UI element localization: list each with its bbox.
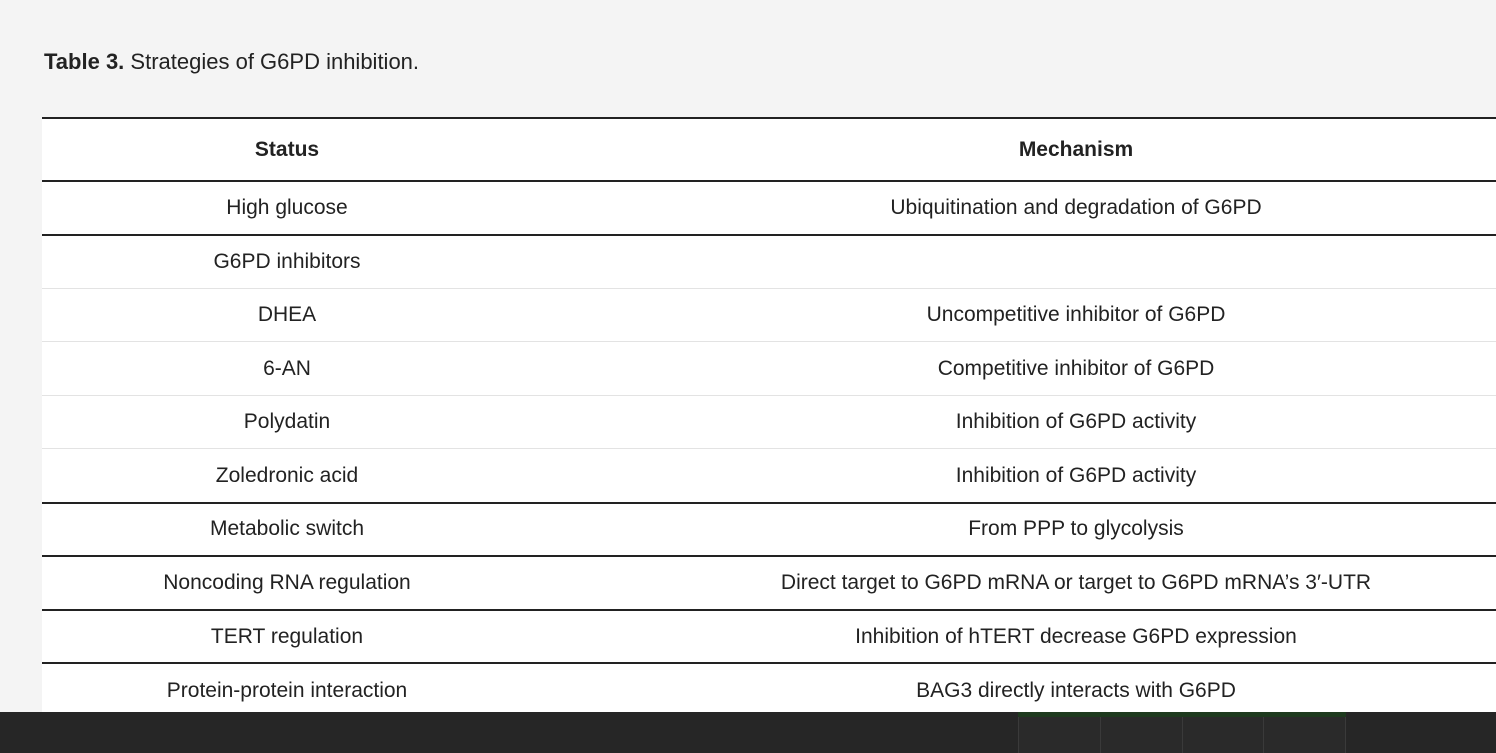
- status-cell: Protein-protein interaction: [166, 678, 408, 702]
- status-cell: G6PD inhibitors: [213, 249, 361, 273]
- mechanism-cell: Inhibition of G6PD activity: [955, 463, 1197, 487]
- table-row: [42, 663, 1496, 717]
- table-row: [42, 181, 1496, 235]
- mechanism-cell: [532, 235, 1496, 289]
- mechanism-cell: Inhibition of hTERT decrease G6PD expression: [855, 624, 1297, 648]
- caption-label: Table 3.: [44, 49, 125, 74]
- table-row: [42, 235, 1496, 289]
- status-cell: Polydatin: [243, 410, 331, 434]
- strategies-table: [42, 117, 1496, 717]
- header-status: Status: [254, 137, 320, 161]
- status-cell: Metabolic switch: [209, 517, 365, 541]
- mechanism-cell: Uncompetitive inhibitor of G6PD: [926, 302, 1226, 326]
- status-cell: Zoledronic acid: [215, 463, 359, 487]
- toolbar-segment[interactable]: [1182, 717, 1264, 753]
- toolbar-segment[interactable]: [1263, 717, 1346, 753]
- status-cell: Noncoding RNA regulation: [163, 570, 411, 594]
- table-row: [42, 503, 1496, 557]
- status-cell: DHEA: [257, 302, 317, 326]
- mechanism-cell: From PPP to glycolysis: [968, 517, 1184, 541]
- bottom-toolbar: [0, 712, 1496, 753]
- table-row: [42, 449, 1496, 503]
- mechanism-cell: Direct target to G6PD mRNA or target to G6PD mRNA’s 3′-UTR: [780, 570, 1372, 594]
- table-row: [42, 342, 1496, 396]
- mechanism-cell: BAG3 directly interacts with G6PD: [916, 678, 1236, 702]
- table-row: [42, 395, 1496, 449]
- status-cell: TERT regulation: [210, 624, 364, 648]
- toolbar-segment[interactable]: [1018, 717, 1100, 753]
- caption-text: Strategies of G6PD inhibition.: [130, 49, 420, 74]
- mechanism-cell: Inhibition of G6PD activity: [955, 410, 1197, 434]
- table-row: [42, 288, 1496, 342]
- table-row: [42, 610, 1496, 664]
- table-header-row: [42, 118, 1496, 181]
- toolbar-widget: [1018, 712, 1346, 753]
- toolbar-segment[interactable]: [1100, 717, 1182, 753]
- table-caption: [44, 48, 419, 76]
- mechanism-cell: Competitive inhibitor of G6PD: [937, 356, 1215, 380]
- header-mechanism: Mechanism: [1018, 137, 1134, 161]
- table-row: [42, 556, 1496, 610]
- table-container: [42, 117, 1496, 717]
- status-cell: 6-AN: [263, 356, 311, 380]
- status-cell: High glucose: [226, 195, 348, 219]
- mechanism-cell: Ubiquitination and degradation of G6PD: [890, 195, 1262, 219]
